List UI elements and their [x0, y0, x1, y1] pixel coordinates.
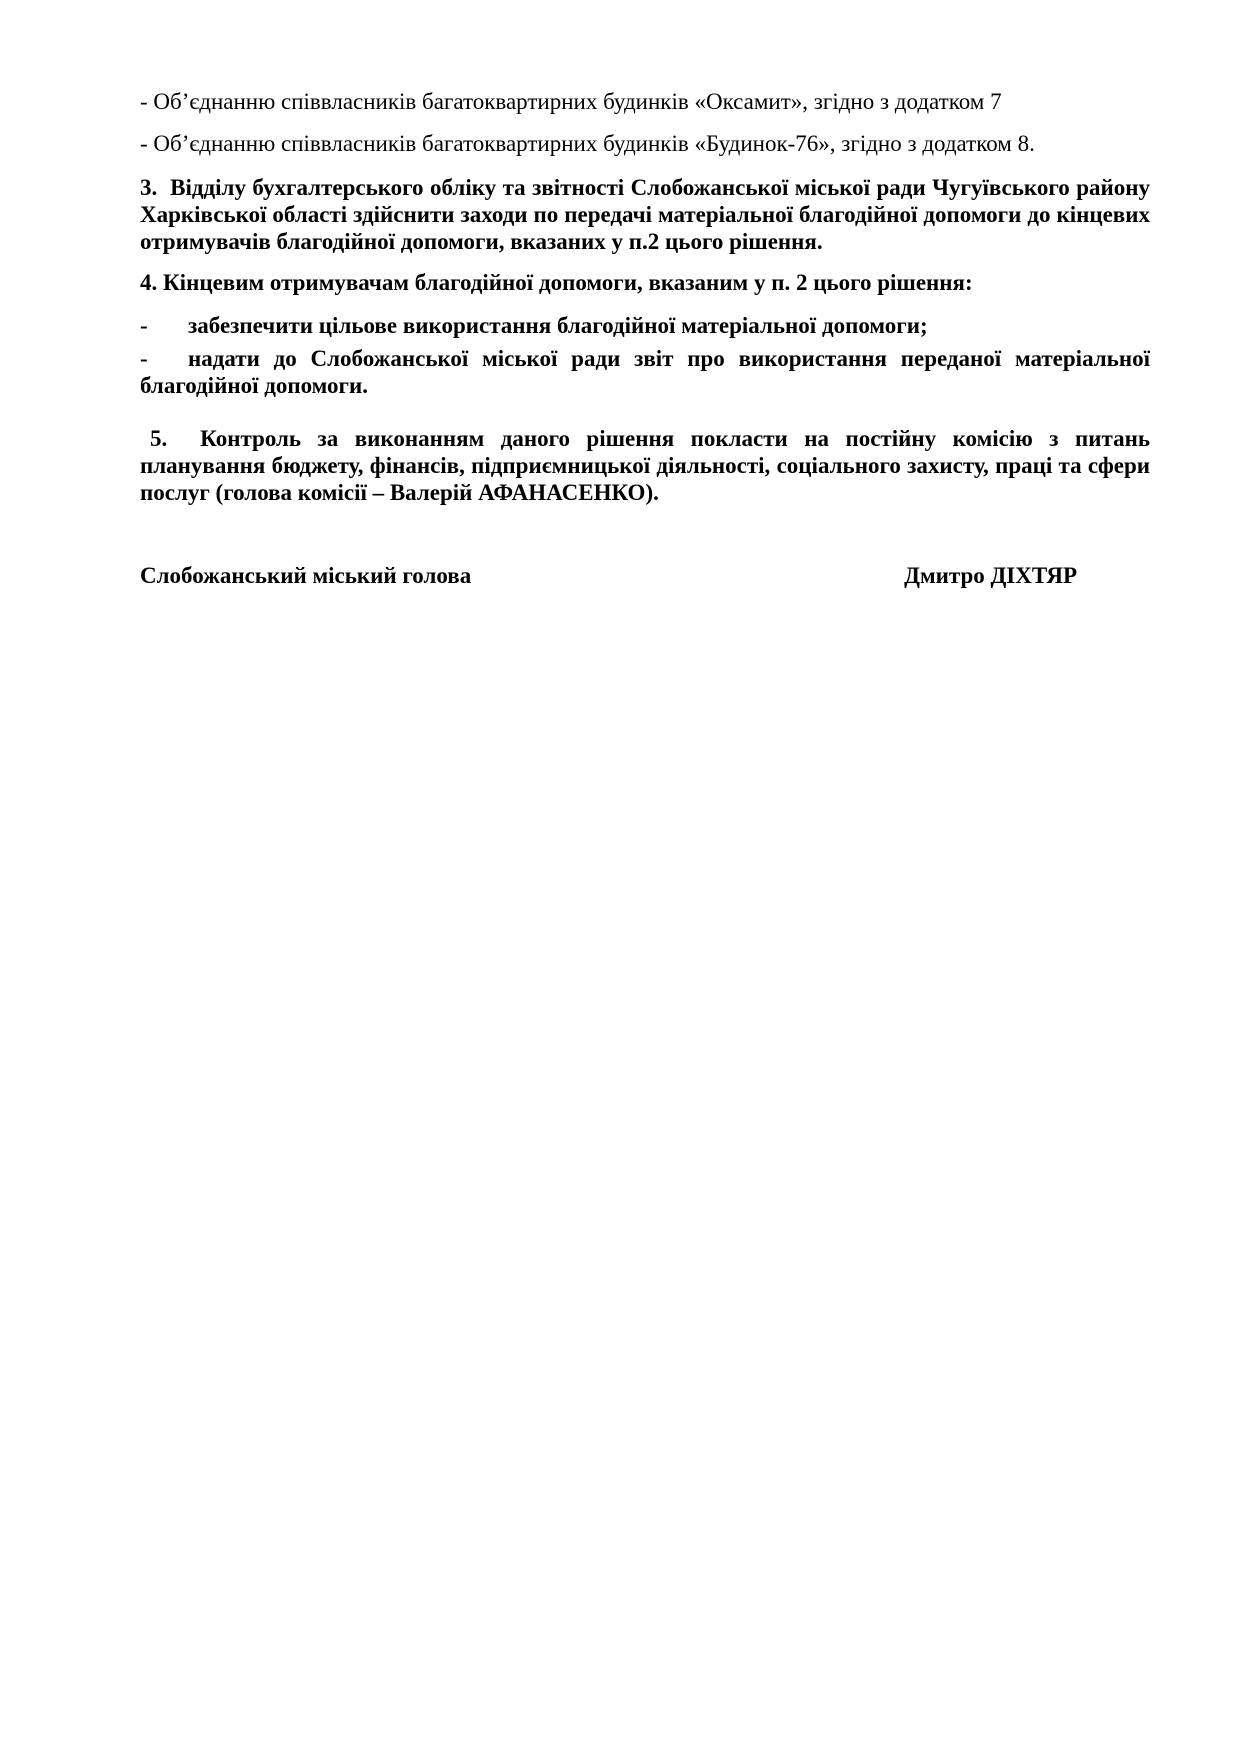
bullet-item-2-text: надати до Слобожанської міської ради звіт про використання переданої матеріальної благодійної допомоги. — [140, 346, 1150, 398]
paragraph-item-3: 3. Відділу бухгалтерського обліку та звітності Слобожанської міської ради Чугуївського району Харківської області здійснити заходи по передачі матеріальної благодійної допомоги до кінцевих отримувачів благодійної допомоги, вказаних у п.2 цього рішення. — [140, 175, 1150, 254]
paragraph-item-5: 5. Контроль за виконанням даного рішення покласти на постійну комісію з питань планування бюджету, фінансів, підприємницької діяльності, соціального захисту, праці та сфери послуг (голова комісії – Валерій АФАНАСЕНКО). — [140, 426, 1150, 505]
bullet-dash-marker: - — [140, 346, 148, 371]
bullet-item-2 — [140, 345, 1150, 399]
appendix-line-budynok-76: - Об’єднанню співвласників багатоквартирних будинків «Будинок-76», згідно з додатком 8. — [140, 131, 1035, 156]
signature-name: Дмитро ДІХТЯР — [904, 563, 1077, 588]
appendix-line-oksamyt: - Об’єднанню співвласників багатоквартирних будинків «Оксамит», згідно з додатком 7 — [140, 89, 1002, 114]
signature-row — [140, 562, 1150, 589]
signature-title: Слобожанський міський голова — [140, 563, 472, 588]
bullet-dash-marker: - — [140, 313, 148, 338]
bullet-item-1 — [140, 312, 1150, 339]
paragraph-item-4: 4. Кінцевим отримувачам благодійної допомоги, вказаним у п. 2 цього рішення: — [140, 270, 973, 295]
bullet-item-1-text: забезпечити цільове використання благодійної матеріальної допомоги; — [188, 313, 928, 338]
